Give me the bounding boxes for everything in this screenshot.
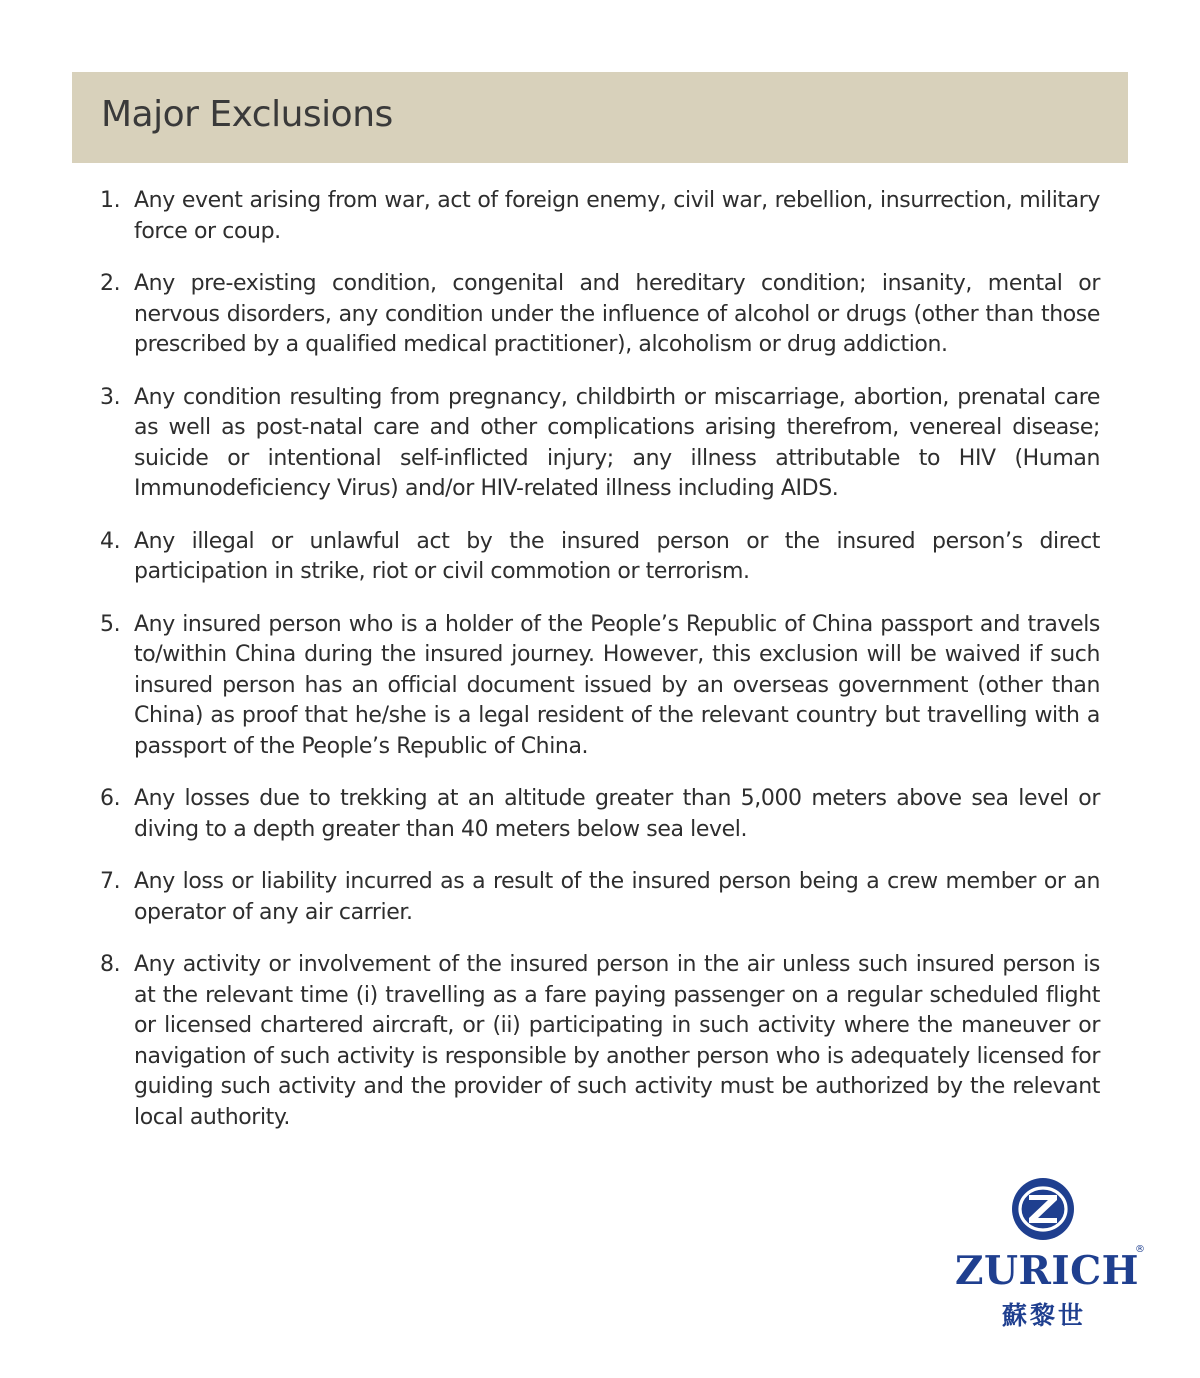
exclusion-number: 2.: [100, 271, 121, 296]
zurich-logo: [955, 1175, 1145, 1345]
logo-chinese-name: 蘇黎世: [1001, 1301, 1086, 1330]
exclusion-text: Any insured person who is a holder of the People’s Republic of China passport and travels to/within China during the insured journey. However, this exclusion will be waived if such insured person has an official document issued by an overseas government (other than China) as proof that he/she is a legal resident of the relevant country but travelling with a passport of the People’s Republic of China.: [134, 611, 1100, 759]
exclusion-number: 1.: [100, 188, 121, 213]
exclusion-text: Any losses due to trekking at an altitude greater than 5,000 meters above sea level or diving to a depth greater than 40 meters below sea level.: [134, 786, 1100, 842]
exclusion-text: Any event arising from war, act of foreign enemy, civil war, rebellion, insurrection, military force or coup.: [134, 188, 1100, 244]
exclusion-item-2: [100, 269, 1100, 361]
header-band: [72, 72, 1128, 163]
exclusion-number: 6.: [100, 786, 121, 811]
logo-wordmark: ZURICH: [955, 1248, 1140, 1294]
exclusion-number: 4.: [100, 528, 121, 554]
exclusion-item-3: [100, 383, 1100, 505]
exclusion-item-4: [100, 527, 1100, 588]
exclusion-text: Any condition resulting from pregnancy, childbirth or miscarriage, abortion, prenatal care as well as post-natal care and other complications arising therefrom, venereal disease; suicide or intentional self-inflicted injury; any illness attributable to HIV (Human Immunodeficiency Virus) and/or HIV-related illness including AIDS.: [134, 384, 1100, 501]
registered-mark: ®: [1135, 1244, 1145, 1255]
zurich-z-emblem-icon: [1011, 1177, 1075, 1241]
page-title: Major Exclusions: [101, 94, 393, 135]
exclusion-item-8: [100, 950, 1100, 1133]
exclusion-number: 8.: [100, 952, 121, 977]
exclusion-number: 7.: [100, 869, 121, 894]
exclusion-text: Any activity or involvement of the insured person in the air unless such insured person is at the relevant time (i) travelling as a fare paying passenger on a regular scheduled flight or licensed chartered aircraft, or (ii) participating in such activity where the maneuver or navigation of such activity is responsible by another person who is adequately licensed for guiding such activity and the provider of such activity must be authorized by the relevant local authority.: [134, 952, 1100, 1130]
exclusion-text: Any illegal or unlawful act by the insured person or the insured person’s direct participation in strike, riot or civil commotion or terrorism.: [134, 528, 1100, 584]
exclusion-text: Any loss or liability incurred as a result of the insured person being a crew member or an operator of any air carrier.: [134, 869, 1100, 925]
exclusions-list: [100, 186, 1100, 1155]
exclusion-item-1: [100, 186, 1100, 247]
exclusion-text: Any pre-existing condition, congenital and hereditary condition; insanity, mental or nervous disorders, any condition under the influence of alcohol or drugs (other than those prescribed by a qualified medical practitioner), alcoholism or drug addiction.: [134, 271, 1100, 357]
exclusion-item-6: [100, 784, 1100, 845]
exclusion-item-7: [100, 867, 1100, 928]
exclusion-number: 3.: [100, 384, 121, 410]
exclusion-number: 5.: [100, 611, 121, 637]
exclusion-item-5: [100, 610, 1100, 763]
